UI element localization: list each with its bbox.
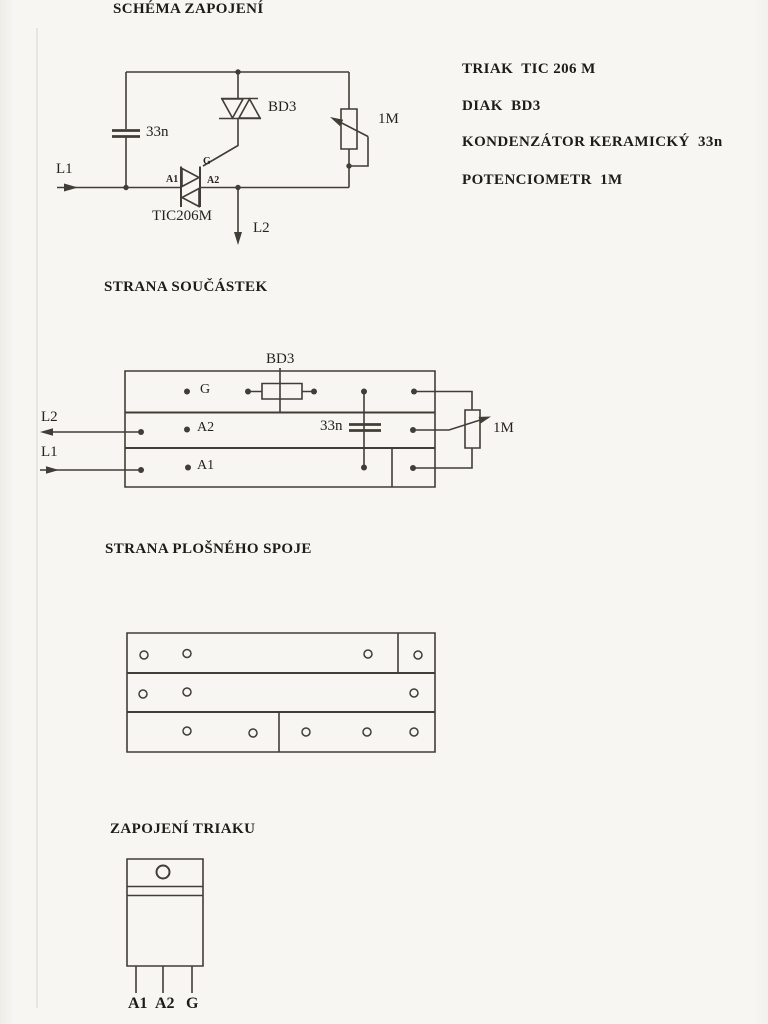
pin-label-a1: A1 <box>128 995 148 1012</box>
triac-pinout-title: ZAPOJENÍ TRIAKU <box>110 821 256 837</box>
schematic-circuit <box>57 69 368 245</box>
l1-label: L1 <box>56 161 73 177</box>
triac-package <box>127 859 203 993</box>
triac-type-label: TIC206M <box>152 208 212 224</box>
potentiometer-symbol <box>328 72 368 188</box>
schematic-title: SCHÉMA ZAPOJENÍ <box>113 1 264 17</box>
diac-symbol <box>219 72 261 119</box>
anode2-label: A2 <box>207 175 220 186</box>
parts-list-item: DIAK BD3 <box>462 98 541 114</box>
pcb-board <box>127 633 435 752</box>
pcb-side-title: STRANA PLOŠNÉHO SPOJE <box>105 541 312 557</box>
pin-label-g: G <box>186 995 199 1012</box>
gate-pad-label: G <box>200 382 211 397</box>
pot-value-label: 1M <box>378 111 399 127</box>
l2-label: L2 <box>41 409 58 425</box>
parts-list-item: TRIAK TIC 206 M <box>462 61 596 77</box>
gate-label: G <box>203 156 211 167</box>
l2-arrow-icon <box>40 428 53 436</box>
l1-label: L1 <box>41 444 58 460</box>
l1-arrow-icon <box>64 184 78 192</box>
parts-list-item: POTENCIOMETR 1M <box>462 172 623 188</box>
pin-label-a2: A2 <box>155 995 175 1012</box>
capacitor-value-label: 33n <box>320 418 343 434</box>
l2-label: L2 <box>253 220 270 236</box>
component-side-title: STRANA SOUČÁSTEK <box>104 279 268 295</box>
anode1-pad-label: A1 <box>197 458 215 473</box>
capacitor-symbol <box>112 131 140 137</box>
diac-label: BD3 <box>268 99 297 115</box>
triac-symbol <box>181 167 200 208</box>
capacitor-component <box>349 392 381 468</box>
l2-arrow-icon <box>234 232 242 245</box>
mounting-hole <box>157 866 170 879</box>
diac-label: BD3 <box>266 351 295 367</box>
capacitor-value-label: 33n <box>146 124 169 140</box>
potentiometer-component <box>413 392 492 469</box>
diac-component <box>248 368 314 413</box>
pot-value-label: 1M <box>493 420 514 436</box>
component-board <box>40 368 492 487</box>
l1-arrow-icon <box>46 466 59 474</box>
parts-list-item: KONDENZÁTOR KERAMICKÝ 33n <box>462 134 723 150</box>
anode1-label: A1 <box>166 174 179 185</box>
drill-holes <box>139 650 422 738</box>
anode2-pad-label: A2 <box>197 420 215 435</box>
